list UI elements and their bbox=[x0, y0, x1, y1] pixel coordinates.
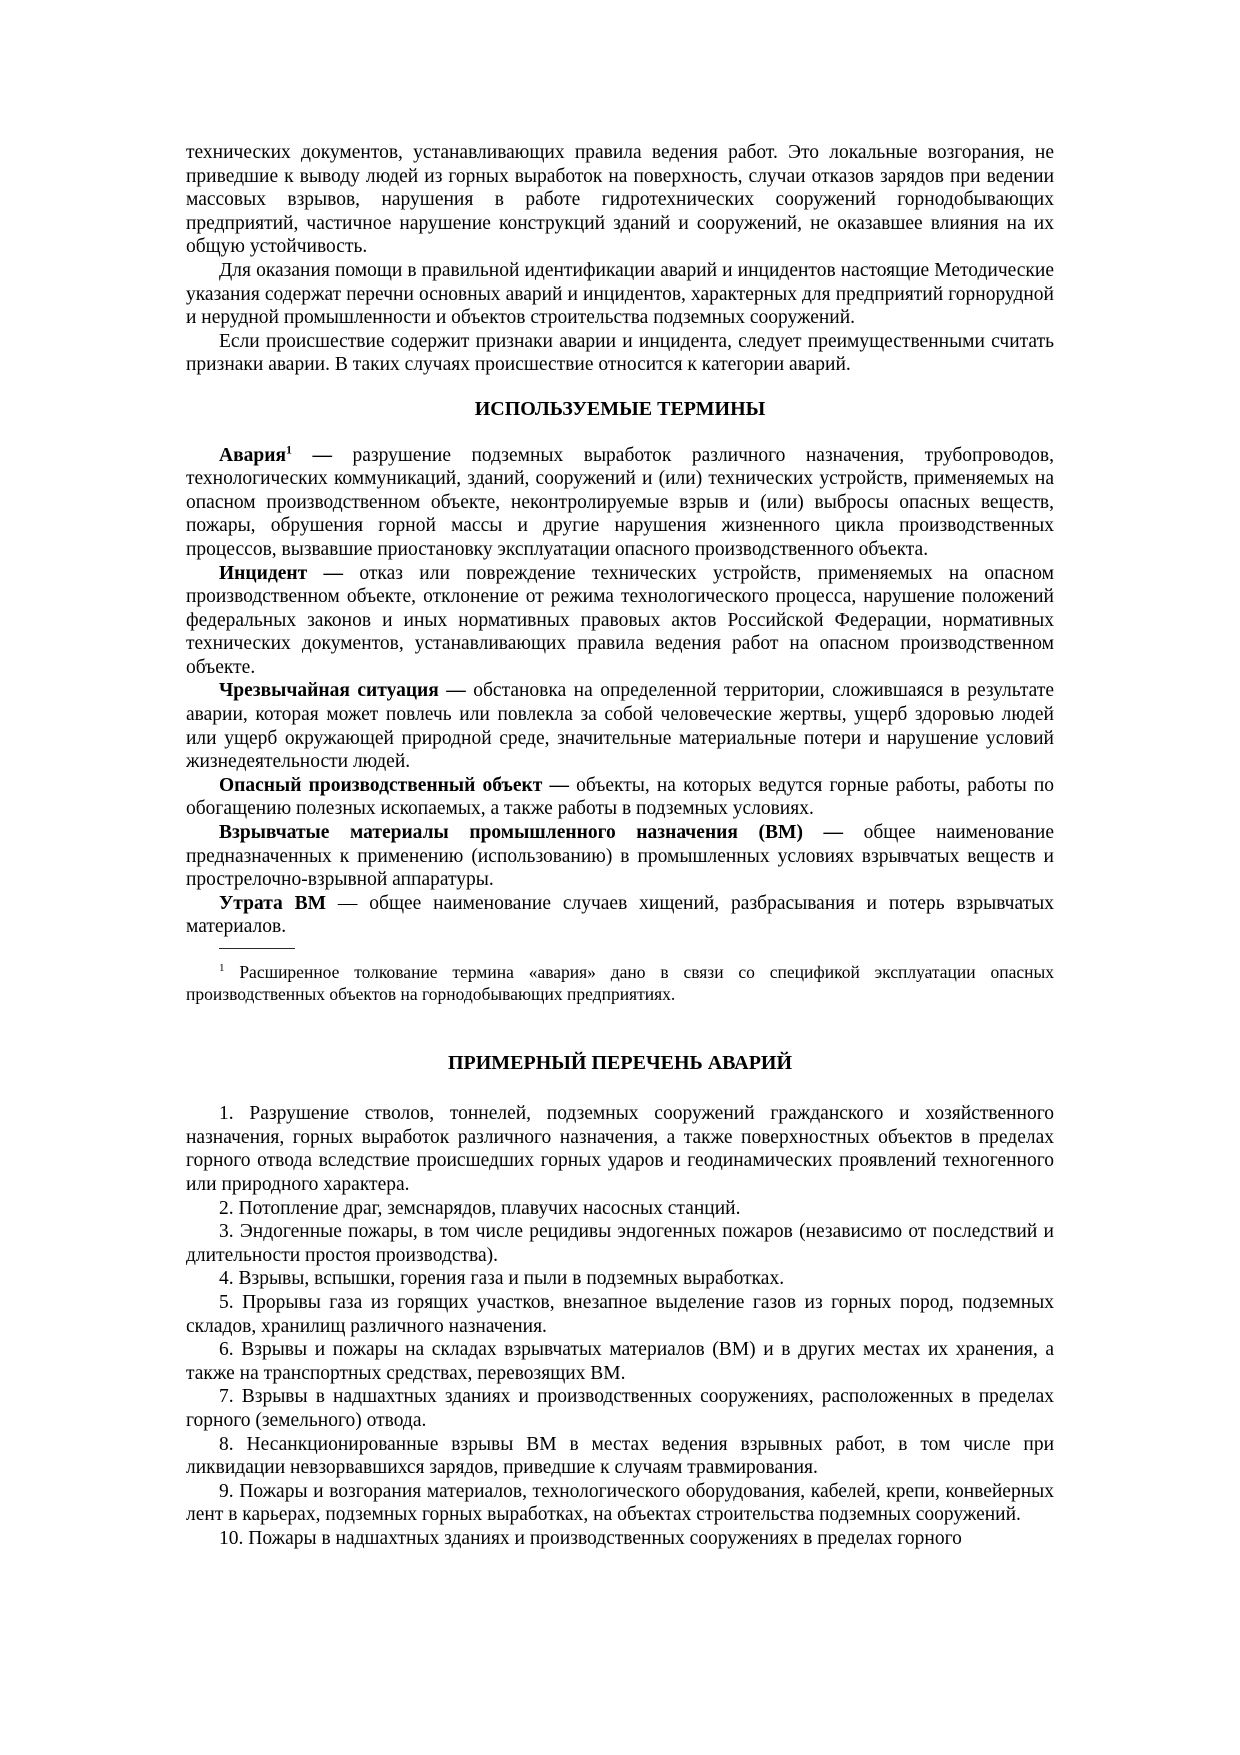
accident-item-1 bbox=[186, 1102, 1054, 1196]
footnote-separator-rule bbox=[219, 948, 295, 949]
terms-section-heading: ИСПОЛЬЗУЕМЫЕ ТЕРМИНЫ bbox=[474, 397, 766, 420]
item-number: 9. bbox=[219, 1480, 234, 1502]
item-text: Эндогенные пожары, в том числе рецидивы эндогенных пожаров (независимо от последствий и длительности простоя производства). bbox=[186, 1221, 1054, 1266]
footnote bbox=[186, 962, 1054, 1006]
item-text: Несанкционированные взрывы ВМ в местах ведения взрывных работ, в том числе при ликвидации невзорвавшихся зарядов, приведшие к случаям травмирования. bbox=[186, 1433, 1055, 1479]
item-text: Взрывы, вспышки, горения газа и пыли в подземных выработках. bbox=[238, 1268, 785, 1290]
item-number: 6. bbox=[219, 1339, 234, 1361]
term-definition-text: общее наименование случаев хищений, разбрасывания и потерь взрывчатых материалов. bbox=[186, 892, 1054, 938]
paragraph-text: Если происшествие содержит признаки аварии и инцидента, следует преимущественными считать признаки аварии. В таких случаях происшествие относится к категории аварий. bbox=[186, 330, 1054, 376]
term-definition-avariya bbox=[186, 444, 1054, 562]
accident-item-6 bbox=[186, 1338, 1054, 1385]
accident-item-4 bbox=[186, 1267, 1054, 1291]
term-definition-emergency bbox=[186, 679, 1054, 773]
document-page bbox=[186, 0, 1054, 1550]
term-definition-incident bbox=[186, 562, 1054, 680]
accident-item-9 bbox=[186, 1480, 1054, 1527]
accident-item-8 bbox=[186, 1433, 1054, 1480]
footnote-text: Расширенное толкование термина «авария» дано в связи со спецификой эксплуатации опасных производственных объектов на горнодобывающих предприятиях. bbox=[186, 962, 1054, 1004]
term-dash: — bbox=[326, 892, 370, 914]
term-label: Инцидент bbox=[219, 562, 308, 584]
term-dash: — bbox=[307, 562, 360, 584]
term-dash: — bbox=[292, 444, 353, 466]
term-dash: — bbox=[438, 680, 474, 702]
item-text: Взрывы и пожары на складах взрывчатых материалов (ВМ) и в других местах их хранения, а также на транспортных средствах, перевозящих ВМ. bbox=[186, 1339, 1055, 1384]
footnote-reference-marker: 1 bbox=[286, 442, 292, 457]
item-number: 2. bbox=[219, 1197, 234, 1219]
item-text: Разрушение стволов, тоннелей, подземных сооружений гражданского и хозяйственного назначения, горных выработок различного назначения, а также поверхностных объектов в пределах горного отвода вследствие происшедших горных ударов и геодинамических проявлений техногенного или природного характера. bbox=[186, 1103, 1055, 1195]
term-label: Взрывчатые материалы промышленного назначения (ВМ) bbox=[219, 822, 803, 844]
item-number: 3. bbox=[219, 1221, 234, 1243]
item-text: Взрывы в надшахтных зданиях и производственных сооружениях, расположенных в пределах горного (земельного) отвода. bbox=[186, 1386, 1055, 1431]
term-label: Авария bbox=[219, 444, 286, 466]
term-definition-text: объекты, на которых ведутся горные работы, работы по обогащению полезных ископаемых, а также работы в подземных условиях. bbox=[186, 774, 1055, 820]
item-number: 8. bbox=[219, 1433, 234, 1455]
item-number: 5. bbox=[219, 1291, 234, 1313]
term-label: Чрезвычайная ситуация bbox=[219, 680, 439, 702]
item-number: 7. bbox=[219, 1386, 234, 1408]
item-number: 10. bbox=[219, 1527, 244, 1549]
term-definition-text: общее наименование предназначенных к применению (использованию) в промышленных условиях взрывчатых веществ и прострелочно-взрывной аппаратуры. bbox=[186, 822, 1054, 891]
term-definition-text: отказ или повреждение технических устройств, применяемых на опасном производственном объекте, отклонение от режима технологического процесса, нарушение положений федеральных законов и иных нормативных правовых актов Российской Федерации, нормативных технических документов, устанавливающих правила ведения работ на опасном производственном объекте. bbox=[186, 562, 1055, 678]
accidents-section-heading: ПРИМЕРНЫЙ ПЕРЕЧЕНЬ АВАРИЙ bbox=[447, 1051, 793, 1074]
accident-item-2 bbox=[186, 1197, 1054, 1221]
item-text: Пожары и возгорания материалов, технологического оборудования, кабелей, крепи, конвейерных лент в карьерах, подземных горных выработках, на объектах строительства подземных сооружений. bbox=[186, 1480, 1055, 1526]
accident-item-10 bbox=[186, 1527, 1054, 1551]
item-number: 4. bbox=[219, 1268, 234, 1290]
term-label: Опасный производственный объект bbox=[219, 774, 543, 796]
item-number: 1. bbox=[219, 1103, 234, 1125]
accident-item-7 bbox=[186, 1385, 1054, 1432]
term-definition-text: обстановка на определенной территории, сложившаяся в результате аварии, которая может повлечь или повлекла за собой человеческие жертвы, ущерб здоровью людей или ущерб окружающей природной среде, значительные материальные потери и нарушение условий жизнедеятельности людей. bbox=[186, 680, 1054, 773]
accident-item-3 bbox=[186, 1220, 1054, 1267]
intro-paragraph-3 bbox=[186, 330, 1054, 377]
accident-item-5 bbox=[186, 1291, 1054, 1338]
term-definition-hazardous-facility bbox=[186, 774, 1054, 821]
term-dash: — bbox=[542, 774, 577, 796]
term-definition-text: разрушение подземных выработок различного назначения, трубопроводов, технологических коммуникаций, зданий, сооружений и (или) технических устройств, применяемых на опасном производственном объекте, неконтролируемые взрыв и (или) выбросы опасных веществ, пожары, обрушения горной массы и другие нарушения жизненного цикла производственных процессов, вызвавшие приостановку эксплуатации опасного производственного объекта. bbox=[186, 444, 1054, 560]
item-text: Прорывы газа из горящих участков, внезапное выделение газов из горных пород, подземных складов, хранилищ различного назначения. bbox=[186, 1291, 1055, 1337]
item-text: Пожары в надшахтных зданиях и производственных сооружениях в пределах горного bbox=[248, 1527, 962, 1549]
paragraph-text: Для оказания помощи в правильной идентификации аварий и инцидентов настоящие Методические указания содержат перечни основных аварий и инцидентов, характерных для предприятий горнорудной и нерудной промышленности и объектов строительства подземных сооружений. bbox=[186, 259, 1054, 329]
footnote-marker: 1 bbox=[219, 962, 225, 975]
term-definition-explosive-materials bbox=[186, 821, 1054, 892]
intro-paragraph-1 bbox=[186, 141, 1054, 259]
intro-paragraph-2 bbox=[186, 259, 1054, 330]
term-definition-loss-of-vm bbox=[186, 892, 1054, 939]
item-text: Потопление драг, земснарядов, плавучих насосных станций. bbox=[238, 1197, 741, 1219]
paragraph-text: технических документов, устанавливающих правила ведения работ. Это локальные возгорания, не приведшие к выводу людей из горных выработок на поверхность, случаи отказов зарядов при ведении массовых взрывов, нарушения в работе гидротехнических сооружений горнодобывающих предприятий, частичное нарушение конструкций зданий и сооружений, не оказавшее влияния на их общую устойчивость. bbox=[186, 142, 1054, 258]
term-dash: — bbox=[802, 822, 864, 844]
term-label: Утрата ВМ bbox=[219, 892, 327, 914]
